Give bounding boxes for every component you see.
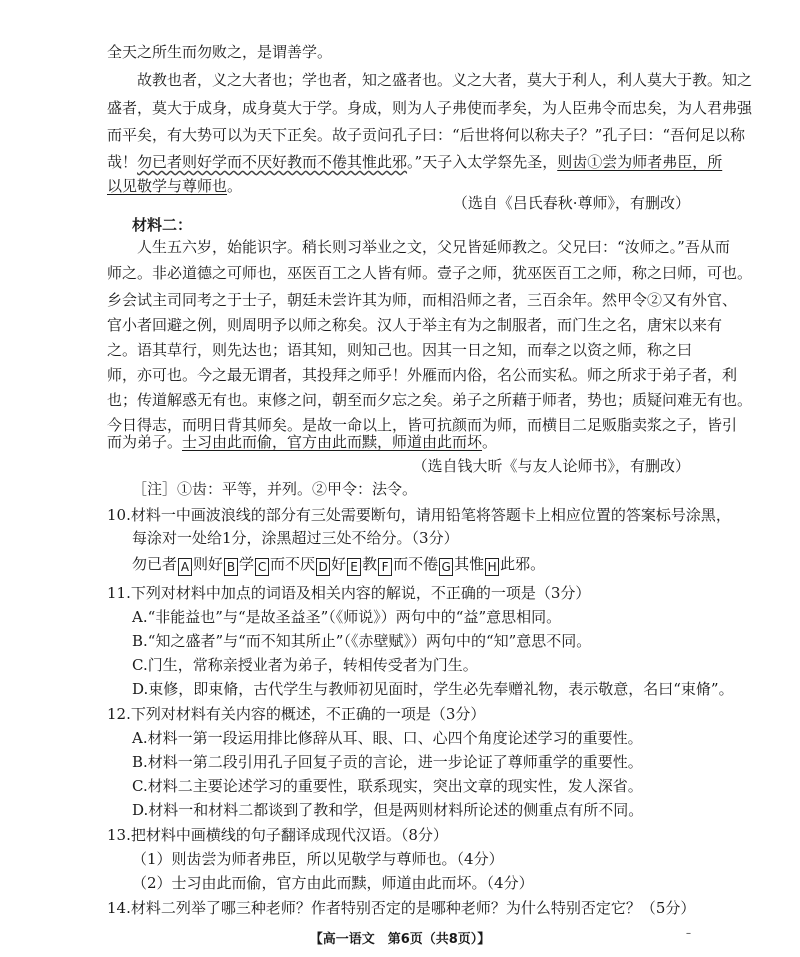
m2-line-9: [107, 431, 697, 453]
q11-option-a: A.“非能益也”与“是故圣益圣”（《师说》）两句中的“益”意思相同。: [132, 608, 562, 626]
underlined-sentence-2: 士习由此而偷，官方由此而黩，师道由此而坏: [182, 433, 483, 451]
answer-box-b[interactable]: B: [224, 558, 238, 576]
q12-option-a: A.材料一第一段运用排比修辞从耳、眼、口、心四个角度论述学习的重要性。: [132, 729, 643, 747]
corner-mark: –: [686, 928, 691, 939]
m1-line-5: [107, 151, 723, 173]
q10-seg-1: 则好: [193, 555, 224, 573]
m2-line-9-start: 而为弟子。: [107, 433, 183, 451]
q10-seg-0: 勿已者: [132, 555, 178, 573]
m1-line-5-start: 哉！: [107, 153, 138, 171]
q10-seg-3: 而不厌: [270, 555, 316, 573]
q10-seg-5: 教: [362, 555, 378, 573]
answer-box-e[interactable]: E: [347, 558, 361, 576]
answer-box-d[interactable]: D: [316, 558, 330, 576]
q10-seg-7: 其惟: [454, 555, 485, 573]
answer-box-g[interactable]: G: [439, 558, 453, 576]
m1-line-3: 盛者，莫大于成身，成身莫大于学。身成，则为人子弗使而孝矣，为人臣弗令而忠矣，为人君弗强: [107, 99, 753, 117]
m2-line-6: 师，亦可也。今之最无谓者，其投拜之师乎！外雁而内俗，名公而实私。师之所求于弟子者，利: [107, 366, 738, 384]
q14-stem: 14.材料二列举了哪三种老师？作者特别否定的是哪种老师？为什么特别否定它？（5分）: [107, 899, 696, 917]
underlined-sentence-1b: 以见敬学与尊师也: [107, 177, 228, 195]
page-footer: 【高一语文 第6页（共8页）】: [309, 932, 491, 947]
q10-seg-6: 而不倦: [393, 555, 439, 573]
wavy-underlined-passage: 勿已者则好学而不厌好教而不倦其惟此邪: [137, 153, 408, 171]
q10-seg-4: 好: [331, 555, 347, 573]
m1-line-5-mid: 。”天子入太学祭先圣，: [407, 153, 558, 171]
q10-seg-2: 学: [239, 555, 255, 573]
m1-source: （选自《吕氏春秋·尊师》，有删改）: [452, 194, 690, 212]
m2-line-5: 之。语其草行，则先达也；语其知，则知己也。因其一日之知，而奉之以资之师，称之曰: [107, 341, 693, 359]
q11-option-c: C.门生，常称亲授业者为弟子，转相传受者为门生。: [132, 656, 478, 674]
m1-line-1: 全天之所生而勿败之，是谓善学。: [107, 43, 333, 61]
q11-stem: 11.下列对材料中加点的词语及相关内容的解说，不正确的一项是（3分）: [107, 584, 591, 602]
m2-source: （选自钱大昕《与友人论师书》，有删改）: [412, 457, 690, 475]
q12-stem: 12.下列对材料有关内容的概述，不正确的一项是（3分）: [107, 705, 486, 723]
q12-option-c: C.材料二主要论述学习的重要性，联系现实，突出文章的现实性，发人深省。: [132, 777, 643, 795]
m2-line-8: 今日得志，而明日背其师矣。是故一命以上，皆可抗颜而为师，而横目二足贩脂卖浆之子，皆引: [107, 416, 738, 434]
q13-part-2: （2）士习由此而偷，官方由此而黩，师道由此而坏。（4分）: [132, 874, 534, 892]
m2-heading: 材料二：: [132, 216, 193, 234]
m2-line-2: 师之。非必道德之可师也，巫医百工之人皆有师。壹子之师，犹巫医百工之师，称之曰师，可也。: [107, 264, 753, 282]
answer-box-f[interactable]: F: [378, 558, 392, 576]
m2-line-4: 官小者回避之例，则周明予以师之称矣。汉人于举主有为之制服者，而门生之名，唐宋以来有: [107, 316, 723, 334]
q12-option-b: B.材料一第二段引用孔子回复子贡的言论，进一步论证了尊师重学的重要性。: [132, 753, 643, 771]
q12-option-d: D.材料一和材料二都谈到了教和学，但是两则材料所论述的侧重点有所不同。: [132, 801, 644, 819]
q10-stem-2: 每涂对一处给1分，涂黑超过三处不给分。（3分）: [132, 529, 459, 547]
m1-line-6-end: 。: [227, 177, 243, 195]
m2-line-7: 也；传道解惑无有也。束修之问，朝至而夕忘之矣。弟子之所藉于师者，势也；质疑问难无有也。: [107, 391, 753, 409]
m2-line-3: 乡会试主司同考之于士子，朝廷未尝许其为师，而相沿师之者，三百余年。然甲令②又有外官、: [107, 291, 738, 309]
annotation-note: ［注］①齿：平等，并列。②甲令：法令。: [132, 480, 418, 498]
answer-box-a[interactable]: A: [178, 558, 192, 576]
q10-seg-8: 此邪。: [500, 555, 546, 573]
answer-box-h[interactable]: H: [485, 558, 499, 576]
q13-stem: 13.把材料中画横线的句子翻译成现代汉语。（8分）: [107, 826, 448, 844]
q13-part-1: （1）则齿尝为师者弗臣，所以见敬学与尊师也。（4分）: [132, 850, 504, 868]
q10-segment-line: [132, 553, 697, 576]
m2-line-1: 人生五六岁，始能识字。稍长则习举业之文，父兄皆延师教之。父兄曰：“汝师之。”吾从而: [137, 238, 730, 256]
q11-option-b: B.“知之盛者”与“而不知其所止”（《赤壁赋》）两句中的“知”意思不同。: [132, 632, 592, 650]
m2-line-9-end: 。: [482, 433, 498, 451]
m1-line-2: 故教也者，义之大者也；学也者，知之盛者也。义之大者，莫大于利人，利人莫大于教。知之: [137, 71, 753, 89]
q10-stem-1: 10.材料一中画波浪线的部分有三处需要断句，请用铅笔将答题卡上相应位置的答案标号涂黑，: [107, 506, 731, 524]
q11-option-d: D.束修，即束脩，古代学生与教师初见面时，学生必先奉赠礼物，表示敬意，名曰“束脩”。: [132, 680, 734, 698]
answer-box-c[interactable]: C: [255, 558, 269, 576]
underlined-sentence-1a: 则齿①尝为师者弗臣，所: [557, 153, 723, 171]
m1-line-4: 而平矣，有大势可以为天下正矣。故子贡问孔子曰：“后世将何以称夫子？”孔子曰：“吾何足以称: [107, 126, 746, 144]
